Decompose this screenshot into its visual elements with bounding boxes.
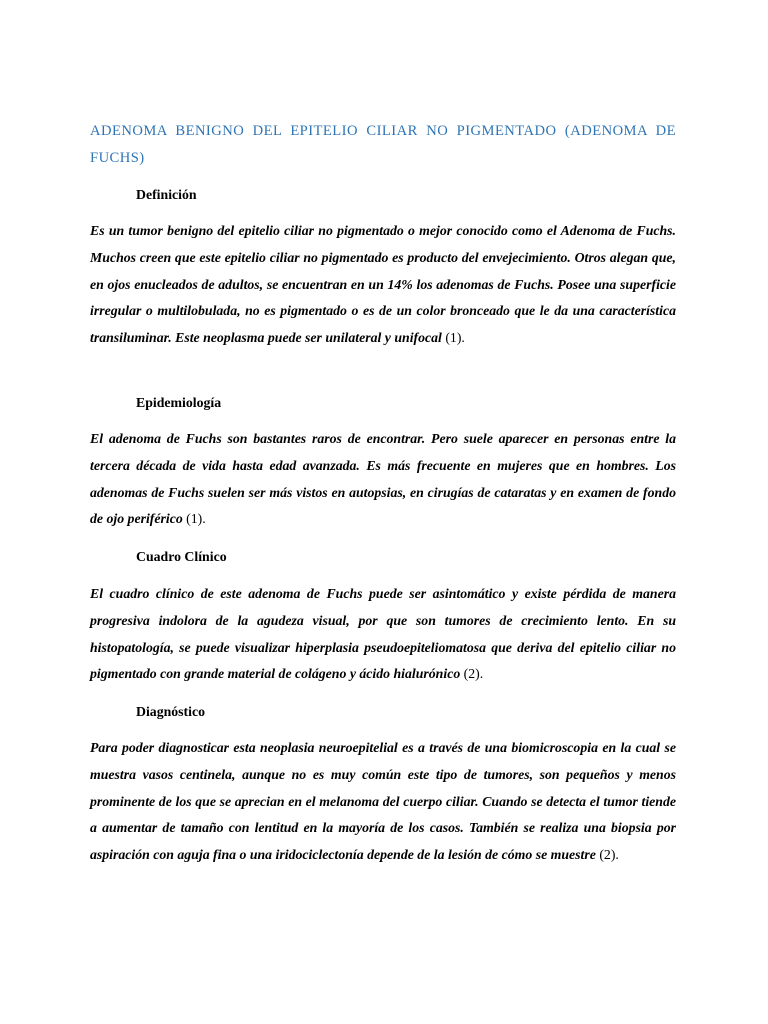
section-paragraph-cuadro-clinico (90, 581, 676, 688)
section-paragraph-definicion (90, 218, 676, 352)
citation-reference: (1). (441, 330, 465, 346)
paragraph-text: El adenoma de Fuchs son bastantes raros de encontrar. Pero suele aparecer en personas entre la tercera década de vida hasta edad avanzada. Es más frecuente en mujeres que en hombres. Los adenomas de Fuchs suelen ser más vistos en autopsias, en cirugías de cataratas y en examen de fondo de ojo periférico (90, 431, 676, 527)
citation-reference: (2). (595, 847, 619, 863)
citation-reference: (1). (182, 511, 206, 527)
section-heading-diagnostico: Diagnóstico (136, 704, 205, 719)
citation-reference: (2). (460, 666, 484, 682)
section-paragraph-diagnostico (90, 735, 676, 869)
section-heading-epidemiologia: Epidemiología (136, 395, 222, 410)
paragraph-text: Es un tumor benigno del epitelio ciliar no pigmentado o mejor conocido como el Adenoma de Fuchs. Muchos creen que este epitelio ciliar no pigmentado es producto del envejecimiento. Otros alegan que, en ojos enucleados de adultos, se encuentran en un 14% los adenomas de Fuchs. Posee una superficie irregular o multilobulada, no es pigmentado o es de un color bronceado que le da una característica transiluminar. Este neoplasma puede ser unilateral y unifocal (90, 223, 676, 346)
paragraph-text: Para poder diagnosticar esta neoplasia neuroepitelial es a través de una biomicroscopia en la cual se muestra vasos centinela, aunque no es muy común este tipo de tumores, son pequeños y menos prominente de los que se aprecian en el melanoma del cuerpo ciliar. Cuando se detecta el tumor tiende a aumentar de tamaño con lentitud en la mayoría de los casos. También se realiza una biopsia por aspiración con aguja fina o una iridociclectonía depende de la lesión de cómo se muestre (90, 740, 676, 863)
section-heading-definicion: Definición (136, 187, 197, 202)
paragraph-text: El cuadro clínico de este adenoma de Fuchs puede ser asintomático y existe pérdida de manera progresiva indolora de la agudeza visual, por que son tumores de crecimiento lento. En su histopatología, se puede visualizar hiperplasia pseudoepiteliomatosa que deriva del epitelio ciliar no pigmentado con grande material de colágeno y ácido hialurónico (90, 586, 676, 682)
section-heading-cuadro-clinico: Cuadro Clínico (136, 549, 227, 564)
document-title: ADENOMA BENIGNO DEL EPITELIO CILIAR NO PIGMENTADO (ADENOMA DE FUCHS) (90, 123, 676, 166)
section-paragraph-epidemiologia (90, 426, 676, 533)
